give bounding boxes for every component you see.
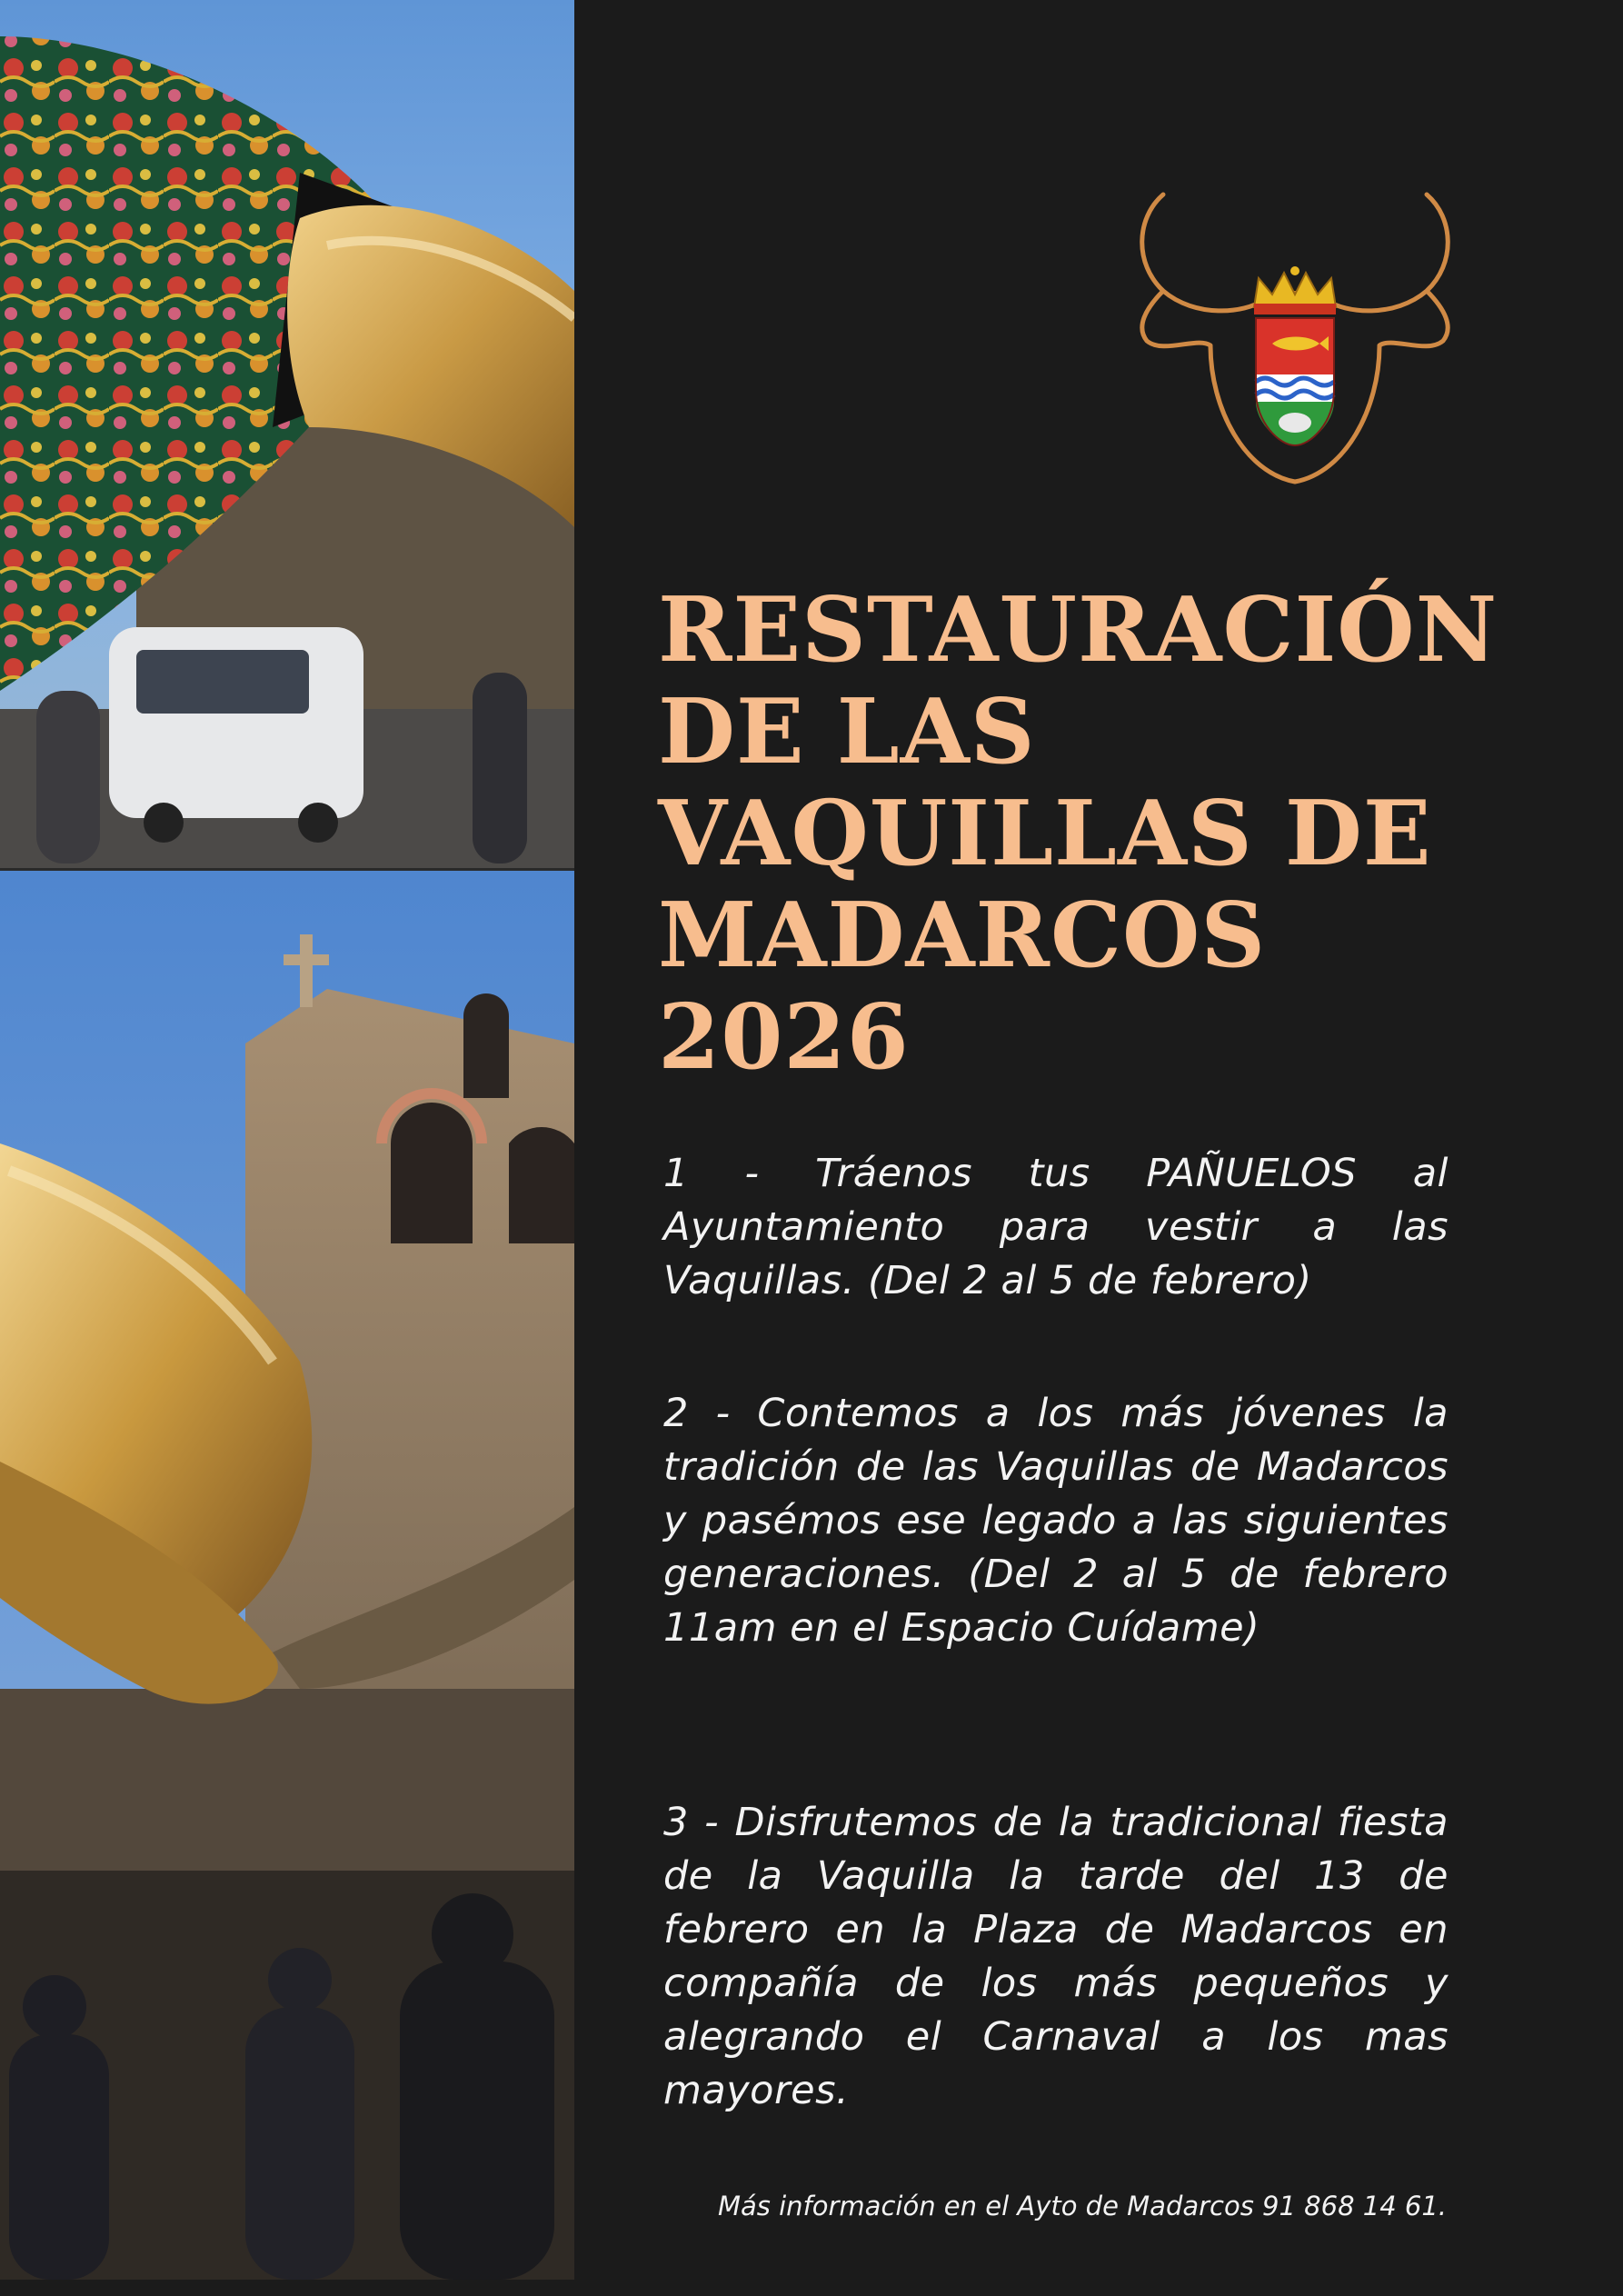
footer-contact: Más información en el Ayto de Madarcos 91 868 14 61. <box>718 2191 1447 2221</box>
title-line-5: 2026 <box>658 985 910 1090</box>
item-panuelos: 1 - Tráenos tus PAÑUELOS al Ayuntamiento para vestir a las Vaquillas. (Del 2 al 5 de febrero) <box>663 1151 1449 1303</box>
title-line-3: VAQUILLAS DE <box>658 782 1432 886</box>
item-fiesta: 3 - Disfrutemos de la tradicional fiesta de la Vaquilla la tarde del 13 de febrero en la Plaza de Madarcos en compañía de los más pequeños y alegrando el Carnaval a los mas mayores. <box>663 1800 1449 2113</box>
horn-church-illustration <box>0 871 574 2280</box>
bottom-strip <box>0 2280 1623 2296</box>
photo-horn-church <box>0 871 574 2280</box>
title-line-1: RESTAURACIÓN <box>658 578 1499 683</box>
page-title <box>658 578 1499 1090</box>
bull-head-with-coat-of-arms-icon <box>1127 182 1463 495</box>
item-tradicion: 2 - Contemos a los más jóvenes la tradición de las Vaquillas de Madarcos y pasémos ese legado a las siguientes generaciones. (Del 2 al 5 de febrero 11am en el Espacio Cuídame) <box>663 1391 1449 1651</box>
title-line-4: MADARCOS <box>658 883 1267 988</box>
horn-shawl-illustration <box>0 0 574 868</box>
photo-horn-shawl <box>0 0 574 871</box>
title-line-2: DE LAS <box>658 680 1036 784</box>
